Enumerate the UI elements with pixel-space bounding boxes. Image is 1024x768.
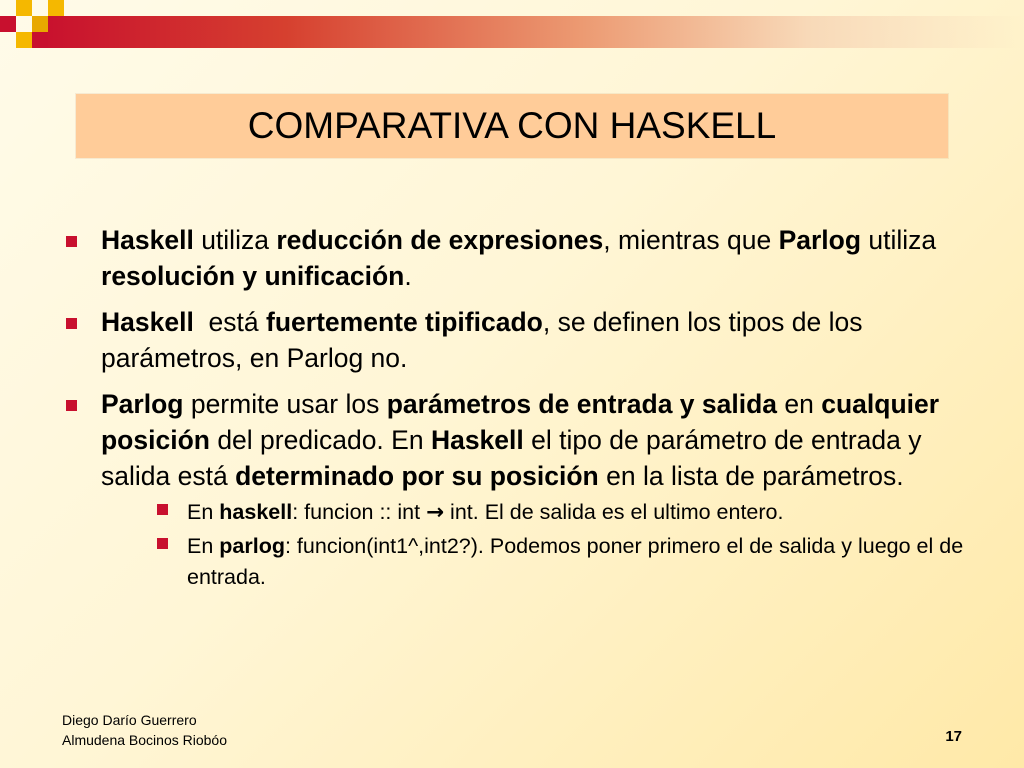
footer-author: Almudena Bocinos Riobóo <box>62 732 227 748</box>
bullet-square-icon <box>66 318 77 329</box>
sub-bullet-text: : funcion(int1^,int2?). Podemos poner primero el de salida y luego el de entrada. <box>187 534 964 589</box>
deco-square <box>16 32 32 48</box>
bullet-text: utiliza <box>861 225 937 255</box>
bullet-item <box>60 222 980 294</box>
sub-bullet-text: En <box>187 534 220 558</box>
title-box <box>76 94 948 158</box>
header-decoration <box>0 0 1024 48</box>
sub-bullet-text: En <box>187 500 220 524</box>
bullet-item <box>60 386 980 593</box>
bullet-text-bold: fuertemente tipificado <box>266 307 543 337</box>
bullet-text-bold: Haskell <box>430 425 524 455</box>
deco-square <box>32 16 48 32</box>
bullet-text: el tipo de parámetro de entrada y salida está <box>101 425 922 491</box>
deco-square <box>32 32 48 48</box>
header-gradient-stripe <box>40 16 1024 48</box>
sub-bullet-text-bold: haskell <box>219 500 293 524</box>
bullet-text: está <box>193 307 267 337</box>
bullet-text: del predicado. En <box>209 425 431 455</box>
bullet-text: en <box>777 389 822 419</box>
bullet-text: . <box>404 261 412 291</box>
deco-square <box>16 0 32 16</box>
slide-title: COMPARATIVA CON HASKELL <box>247 105 777 146</box>
bullet-square-icon <box>66 400 77 411</box>
bullet-text-bold: Haskell <box>101 225 194 255</box>
footer-authors <box>62 710 227 750</box>
bullet-text-bold: Haskell <box>101 307 194 337</box>
sub-bullet-text-bold: parlog <box>219 534 285 558</box>
slide-body <box>60 222 980 603</box>
hollow-square-icon <box>157 538 168 549</box>
footer-author: Diego Darío Guerrero <box>62 712 197 728</box>
bullet-text: , se definen los tipos de los parámetros, en Parlog no. <box>101 307 863 373</box>
bullet-text: en la lista de parámetros. <box>598 461 904 491</box>
hollow-square-icon <box>157 504 168 515</box>
bullet-text: permite usar los <box>183 389 387 419</box>
bullet-text-bold: resolución y unificación <box>101 261 405 291</box>
bullet-text-bold: Parlog <box>778 225 862 255</box>
bullet-text: utiliza <box>193 225 277 255</box>
bullet-text-bold: Parlog <box>101 389 184 419</box>
sub-bullet-item <box>101 497 980 528</box>
bullet-item <box>60 304 980 376</box>
page-number: 17 <box>945 728 962 745</box>
deco-square <box>0 16 16 32</box>
sub-bullet-text: : funcion :: int <box>292 500 427 524</box>
bullet-text: , mientras que <box>603 225 779 255</box>
arrow-right-icon: → <box>426 500 445 525</box>
bullet-square-icon <box>66 236 77 247</box>
sub-bullet-item <box>101 531 980 593</box>
bullet-text-bold: parámetros de entrada y salida <box>386 389 778 419</box>
bullet-text-bold: reducción de expresiones <box>276 225 604 255</box>
bullet-text-bold: cualquier posición <box>101 389 940 455</box>
bullet-text-bold: determinado por su posición <box>235 461 599 491</box>
deco-square <box>48 0 64 16</box>
sub-bullet-text: int. El de salida es el ultimo entero. <box>444 500 784 524</box>
